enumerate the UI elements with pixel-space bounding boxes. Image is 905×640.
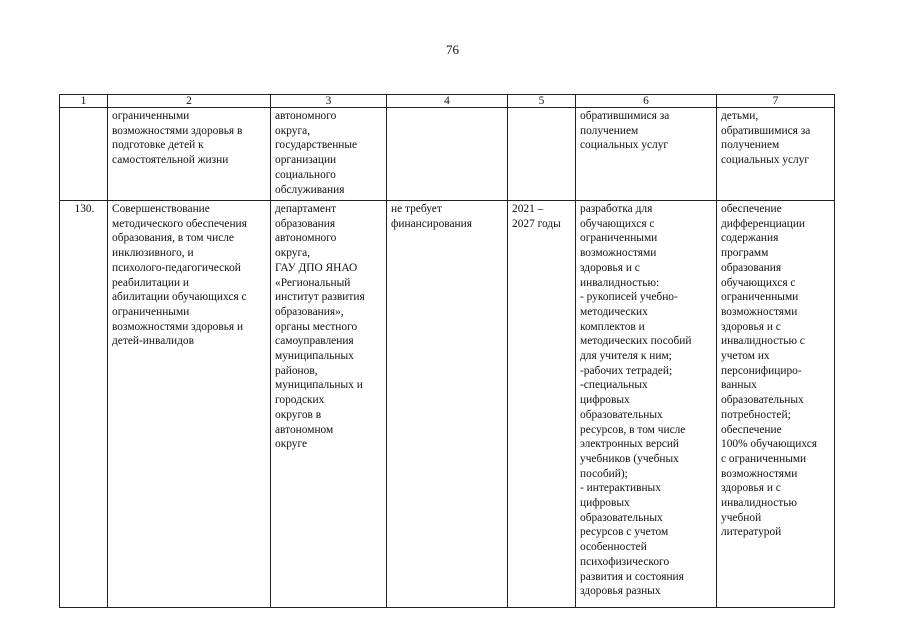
measure-cell: ограниченными возможностями здоровья в подготовке детей к самостоятельной жизни [108,108,271,201]
table-row [60,201,835,608]
page-number: 76 [446,42,459,57]
mechanism-cell: обратившимися за получением социальных услуг [576,108,717,201]
measures-table [59,94,835,608]
column-header-1: 1 [60,95,108,108]
measure-cell: Совершенствование методического обеспечения образования, в том числе инклюзивного, и психолого-педагогической реабилитации и абилитации обучающихся с ограниченными возможностями здоровья и детей-инвалидов [108,201,271,608]
column-header-3: 3 [271,95,387,108]
period-cell: 2021 – 2027 годы [508,201,576,608]
executor-cell: автономного округа, государственные организации социального обслуживания [271,108,387,201]
executor-cell: департамент образования автономного округа, ГАУ ДПО ЯНАО «Региональный институт развития образования», органы местного самоуправления муниципальных районов, муниципальных и городских округов в автономном округе [271,201,387,608]
table-row [60,108,835,201]
row-number-cell [60,108,108,201]
result-cell: обеспечение дифференциации содержания программ образования обучающихся с ограниченными возможностями здоровья и с инвалидностью с учетом их персонифициро- ванных образовательных потребностей; обеспечение 100% обучающихся с ограниченными возможностями здоровья и с инвалидностью учебной литературой [717,201,835,608]
column-header-6: 6 [576,95,717,108]
column-header-5: 5 [508,95,576,108]
column-number-header-row [60,95,835,108]
mechanism-cell: разработка для обучающихся с ограниченными возможностями здоровья и с инвалидностью: - рукописей учебно- методических комплектов и методических пособий для учителя к ним; -рабочих тетрадей; -специальных цифровых образовательных ресурсов, в том числе электронных версий учебников (учебных пособий); - интерактивных цифровых образовательных ресурсов с учетом особенностей психофизического развития и состояния здоровья разных [576,201,717,608]
result-cell: детьми, обратившимися за получением социальных услуг [717,108,835,201]
period-cell [508,108,576,201]
financing-cell: не требует финансирования [387,201,508,608]
column-header-4: 4 [387,95,508,108]
column-header-2: 2 [108,95,271,108]
financing-cell [387,108,508,201]
row-number-cell: 130. [60,201,108,608]
column-header-7: 7 [717,95,835,108]
